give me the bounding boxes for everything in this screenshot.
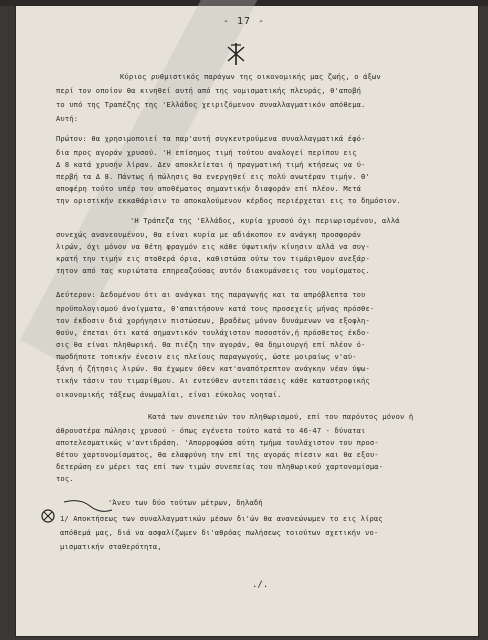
document-line: περί τον οποίον θα κινηθεί αυτή από της νομισματικής πλευράς, θ'αποβή: [56, 86, 362, 95]
document-line: 1/ Αποκτήσεως των συναλλαγματικών μέσων δι'ών θα ανανεώνωμεν το εις λίρας: [60, 514, 383, 523]
document-line: απόθεμά μας, διά να ασφαλίζωμεν δι'αθρόας πωλήσεως τοιούτων σχετικήν νο-: [60, 528, 379, 537]
document-line: πωσδήποτε τοπικήν ένεσιν εις πλείους παραγωγούς, ώστε μοιραίως ν'αύ-: [56, 352, 357, 361]
document-line: σις θα είναι πληθωρική. Θα πιέζη την αγοράν, θα δημιουργή επί πλέον ό-: [56, 340, 366, 349]
document-line: το υπό της Τραπέζης της 'Ελλάδος χειριζόμενον συναλλαγματικόν απόθεμα.: [56, 100, 366, 109]
document-line: τητον από τας κυριώτατα επηρεαζούσας αυτόν διακυμάνσεις του νομίσματος.: [56, 266, 370, 275]
document-line: αποφέρη τούτο υπέρ του αποθέματος σημαντικήν διαφοράν επί πλέον. Μετά: [56, 184, 362, 193]
document-line: Δεύτερον: Δεδομένου ότι αι ανάγκαι της παραγωγής και τα απρόβλεπτα του: [56, 290, 366, 299]
document-line: τικήν τάσιν του τιμαρίθμου. Αι εντεύθεν αντεπιτάσεις κάθε καταστροφικής: [56, 376, 370, 385]
document-line: Κύριος ρυθμιστικός παράγων της οικονομικής μας ζωής, ο άξων: [120, 72, 381, 81]
document-line: τος.: [56, 474, 74, 483]
document-line: 'Η Τράπεζα της 'Ελλάδος, κυρία χρυσού όχι περιωρισμένου, αλλά: [130, 216, 400, 225]
stamp-cross-icon: [224, 42, 248, 66]
document-line: περβή τα Δ 8. Πάντως ή πώλησις θα ενεργηθεί εις πολύ ανωτέραν τιμήν. Θ': [56, 172, 370, 181]
document-line: Αυτή:: [56, 114, 79, 123]
document-line: δετερώση εν μέρει τας επί των τιμών συνεπείας του πληθωρικού χαρτονομίσμα-: [56, 462, 384, 471]
document-line: Κατά των συνεπειών του πληθωρισμού, επί του παρόντος μόνον ή: [148, 412, 414, 421]
document-line: τον έκδοσιν διά χορήγησιν πιστώσεων, βραδέως μόνον δυνάμενων να εξοφλη-: [56, 316, 370, 325]
document-line: θούν, έπεται ότι κατά σημαντικόν τουλάχιστον ποσοστόν,ή πρόσθετος έκδο-: [56, 328, 370, 337]
document-line: συνεχώς ανανεουμένου, θα είναι κυρία με αδιάκοπον εν ανάγκη προσφοράν: [56, 230, 362, 239]
document-line: ξάνη ή ζήτησις λιρών. Θα έχωμεν όθεν κατ'αναπότρεπτον ανάγκην νέαν ύψω-: [56, 364, 370, 373]
document-line: δια προς αγοράν χρυσού. 'Η επίσημος τιμή τούτου αναλογεί περίπου εις: [56, 148, 357, 157]
document-line: κρατή την τιμήν εις σταθερά όρια, καθιστώσα ούτω τον τιμάριθμον ανεξάρ-: [56, 254, 370, 263]
document-line: την οριστικήν εκκαθάρισιν το αποκαλούμενον κέρδος περιέρχεται εις το δημόσιον.: [56, 196, 401, 205]
page-number: - 17 -: [222, 16, 266, 27]
document-line: 'Άνευ των δύο τούτων μέτρων, δηλαδή: [108, 498, 263, 507]
handwritten-mark-icon: [40, 498, 120, 528]
end-mark: ./.: [252, 580, 269, 590]
document-line: οικονομικής τάξεως άνωμαλίαι, είναι εύκολος νοηταί.: [56, 390, 282, 399]
document-line: θέτου χαρτονομίσματος, θα ελαφρύνη την επί της αγοράς πίεσιν και θα εξου-: [56, 450, 379, 459]
document-line: αποτελεσματικώς ν'αντιδράση. 'Απορροφώσα αύτη τμήμα τουλάχιστον του προσ-: [56, 438, 379, 447]
document-line: λιρών, όχι μόνον να θέτη φραγμόν εις κάθε ύψωτικήν κίνησιν αλλά να συγ-: [56, 242, 370, 251]
document-line: προϋπολογισμού άνοίγματα, θ'απαιτήσουν κατά τους προσεχείς μήνας πρόσθε-: [56, 304, 375, 313]
document-line: Πρώτον: θα χρησιμοποιεί τα παρ'αυτή συγκεντρούμενα συναλλαγματικά έφό-: [56, 134, 366, 143]
document-line: μισματικήν σταθερότητα,: [60, 542, 162, 551]
document-line: άθρουστέρα πώλησις χρυσού - όπως εγένετο τούτο κατά το 46-47 - δύναται: [56, 426, 366, 435]
document-line: Δ 8 κατά χρυσήν λίραν. Δεν αποκλείεται ή πραγματική τιμή κτήσεως να ύ-: [56, 160, 366, 169]
